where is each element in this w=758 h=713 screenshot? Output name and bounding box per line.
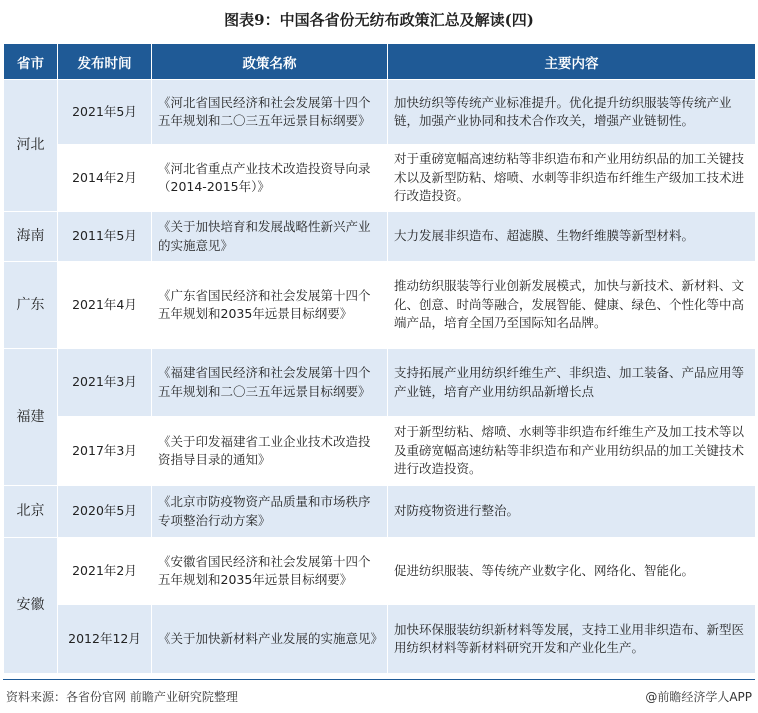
date-cell: 2021年4月 [58,262,152,349]
table-bottom-rule [3,679,755,680]
table-row [4,538,756,605]
table-row [4,212,756,262]
content-cell: 加快环保服装纺织新材料等发展，支持工业用非织造布、新型医用纺织材料等新材料研究开发和产业化生产。 [388,605,756,674]
content-cell: 对于重磅宽幅高速纺粘等非织造布和产业用纺织品的加工关键技术以及新型防粘、熔喷、水刺等非织造布纤维生产级加工技术进行改造投资。 [388,145,756,212]
table-row [4,262,756,349]
source-note: 资料来源：各省份官网 前瞻产业研究院整理 [6,690,238,704]
date-cell: 2014年2月 [58,145,152,212]
date-cell: 2021年2月 [58,538,152,605]
content-cell: 大力发展非织造布、超滤膜、生物纤维膜等新型材料。 [388,212,756,262]
province-cell: 广东 [4,262,58,349]
province-cell: 北京 [4,486,58,538]
policy-table [3,43,755,674]
policy-cell: 《广东省国民经济和社会发展第十四个五年规划和2035年远景目标纲要》 [152,262,388,349]
header-policy: 政策名称 [152,44,388,80]
policy-cell: 《福建省国民经济和社会发展第十四个五年规划和二〇三五年远景目标纲要》 [152,349,388,417]
table-row [4,605,756,674]
province-cell: 河北 [4,80,58,212]
content-cell: 推动纺织服装等行业创新发展模式，加快与新技术、新材料、文化、创意、时尚等融合，发展智能、健康、绿色、个性化等中高端产品，培育全国乃至国际知名品牌。 [388,262,756,349]
policy-cell: 《安徽省国民经济和社会发展第十四个五年规划和2035年远景目标纲要》 [152,538,388,605]
table-row [4,349,756,417]
date-cell: 2012年12月 [58,605,152,674]
date-cell: 2011年5月 [58,212,152,262]
province-cell: 福建 [4,349,58,486]
table-row [4,80,756,145]
date-cell: 2020年5月 [58,486,152,538]
content-cell: 对防疫物资进行整治。 [388,486,756,538]
header-province: 省市 [4,44,58,80]
policy-cell: 《关于印发福建省工业企业技术改造投资指导目录的通知》 [152,417,388,486]
province-cell: 海南 [4,212,58,262]
table-row [4,417,756,486]
policy-cell: 《河北省重点产业技术改造投资导向录（2014-2015年）》 [152,145,388,212]
content-cell: 促进纺织服装、等传统产业数字化、网络化、智能化。 [388,538,756,605]
policy-cell: 《河北省国民经济和社会发展第十四个五年规划和二〇三五年远景目标纲要》 [152,80,388,145]
policy-cell: 《关于加快新材料产业发展的实施意见》 [152,605,388,674]
content-cell: 支持拓展产业用纺织纤维生产、非织造、加工装备、产品应用等产业链，培育产业用纺织品新增长点 [388,349,756,417]
page-title: 图表9：中国各省份无纺布政策汇总及解读(四) [224,11,534,29]
date-cell: 2017年3月 [58,417,152,486]
date-cell: 2021年3月 [58,349,152,417]
header-date: 发布时间 [58,44,152,80]
content-cell: 加快纺织等传统产业标准提升。优化提升纺织服装等传统产业链，加强产业协同和技术合作攻关，增强产业链韧性。 [388,80,756,145]
province-cell: 安徽 [4,538,58,674]
table-row [4,145,756,212]
brand-credit: @前瞻经济学人APP [645,690,752,704]
header-content: 主要内容 [388,44,756,80]
table-header-row [4,44,756,80]
content-cell: 对于新型纺粘、熔喷、水刺等非织造布纤维生产及加工技术等以及重磅宽幅高速纺粘等非织造布和产业用纺织品的加工关键技术进行改造投资。 [388,417,756,486]
policy-cell: 《北京市防疫物资产品质量和市场秩序专项整治行动方案》 [152,486,388,538]
policy-cell: 《关于加快培育和发展战略性新兴产业的实施意见》 [152,212,388,262]
date-cell: 2021年5月 [58,80,152,145]
table-row [4,486,756,538]
